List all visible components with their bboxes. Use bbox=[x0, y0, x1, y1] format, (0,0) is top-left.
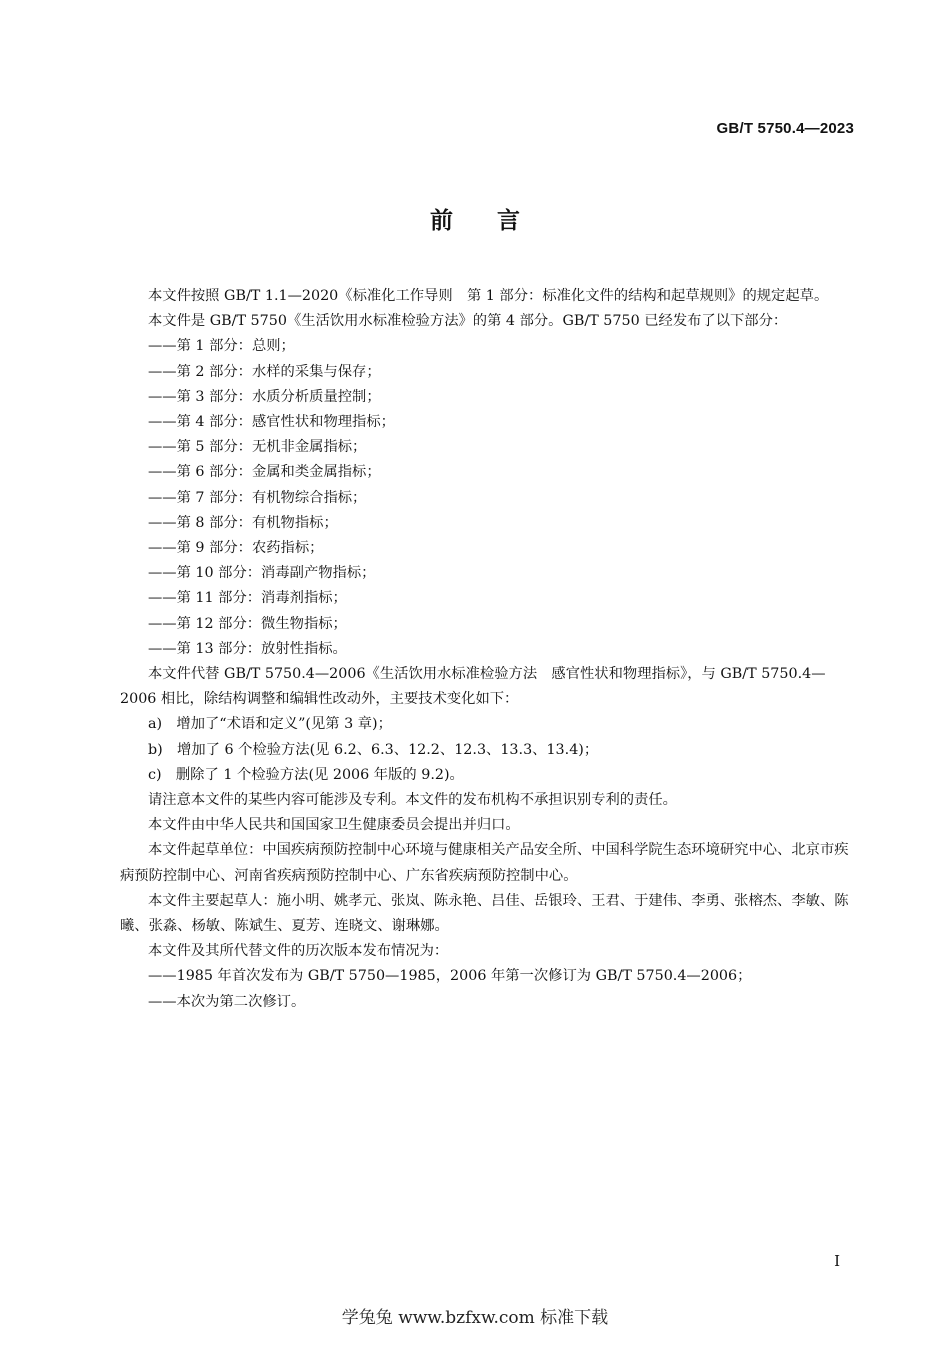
list-item: ——1985 年首次发布为 GB/T 5750—1985，2006 年第一次修订为 GB/T 5750.4—2006； bbox=[148, 968, 752, 985]
change-item: b) 增加了 6 个检验方法(见 6.2、6.3、12.2、12.3、13.3、13.4)； bbox=[148, 741, 599, 758]
footer-watermark: 学兔兔 www.bzfxw.com 标准下载 bbox=[341, 1308, 609, 1328]
page-number: I bbox=[834, 1252, 840, 1270]
list-item: ——第 13 部分：放射性指标。 bbox=[148, 640, 347, 657]
paragraph: 本文件是 GB/T 5750《生活饮用水标准检验方法》的第 4 部分。GB/T 5750 已经发布了以下部分： bbox=[148, 313, 788, 330]
list-item: ——第 1 部分：总则； bbox=[148, 338, 295, 355]
page-title: 前言 bbox=[430, 208, 564, 234]
list-item: ——第 7 部分：有机物综合指标； bbox=[148, 489, 367, 506]
list-item: ——本次为第二次修订。 bbox=[148, 993, 306, 1010]
paragraph: 本文件由中华人民共和国国家卫生健康委员会提出并归口。 bbox=[148, 817, 520, 834]
list-item: ——第 5 部分：无机非金属指标； bbox=[148, 439, 367, 456]
change-item: a) 增加了“术语和定义”(见第 3 章)； bbox=[148, 716, 392, 733]
list-item: ——第 11 部分：消毒剂指标； bbox=[148, 590, 347, 607]
list-item: ——第 9 部分：农药指标； bbox=[148, 540, 324, 557]
change-item: c) 删除了 1 个检验方法(见 2006 年版的 9.2)。 bbox=[148, 766, 464, 783]
paragraph: 本文件起草单位：中国疾病预防控制中心环境与健康相关产品安全所、中国科学院生态环境研究中心、北京市疾病预防控制中心、河南省疾病预防控制中心、广东省疾病预防控制中心。 bbox=[120, 842, 849, 884]
list-item: ——第 12 部分：微生物指标； bbox=[148, 615, 347, 632]
standard-id: GB/T 5750.4—2023 bbox=[716, 120, 854, 137]
paragraph: 本文件主要起草人：施小明、姚孝元、张岚、陈永艳、吕佳、岳银玲、王君、于建伟、李勇、张榕杰、李敏、陈曦、张淼、杨敏、陈斌生、夏芳、连晓文、谢琳娜。 bbox=[120, 892, 849, 935]
paragraph: 本文件按照 GB/T 1.1—2020《标准化工作导则 第 1 部分：标准化文件的结构和起草规则》的规定起草。 bbox=[148, 288, 829, 304]
list-item: ——第 8 部分：有机物指标； bbox=[148, 514, 338, 531]
list-item: ——第 4 部分：感官性状和物理指标； bbox=[148, 414, 395, 431]
list-item: ——第 2 部分：水样的采集与保存； bbox=[148, 363, 381, 380]
list-item: ——第 6 部分：金属和类金属指标； bbox=[148, 464, 381, 481]
list-item: ——第 10 部分：消毒副产物指标； bbox=[148, 565, 376, 582]
list-item: ——第 3 部分：水质分析质量控制； bbox=[148, 388, 381, 405]
document-body bbox=[120, 284, 860, 1015]
paragraph: 请注意本文件的某些内容可能涉及专利。本文件的发布机构不承担识别专利的责任。 bbox=[148, 792, 677, 809]
paragraph: 本文件及其所代替文件的历次版本发布情况为： bbox=[148, 943, 449, 960]
paragraph: 本文件代替 GB/T 5750.4—2006《生活饮用水标准检验方法 感官性状和物理指标》，与 GB/T 5750.4—2006 相比，除结构调整和编辑性改动外，主要技术变化如下： bbox=[120, 666, 826, 708]
